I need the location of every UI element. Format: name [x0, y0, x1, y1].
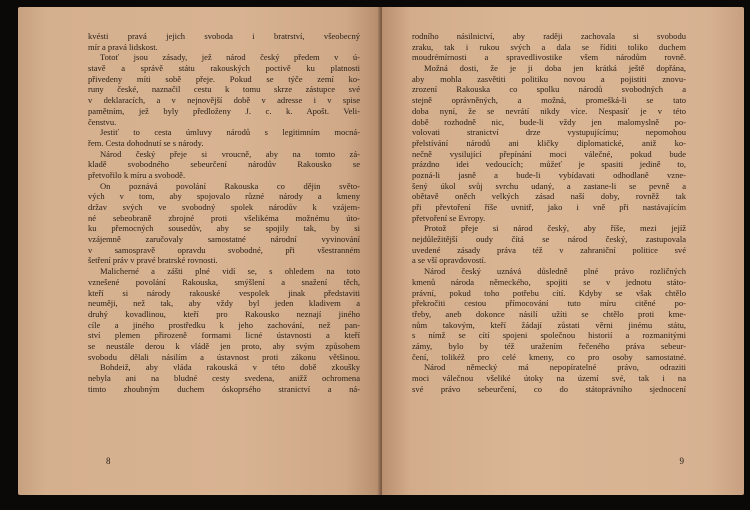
- text-line: Národ německý má nepopíratelné právo, odraziti: [424, 362, 686, 373]
- text-line: přivedeny míti sobě přeje. Pokud se týče zemí ko-: [88, 73, 360, 84]
- text-line: vznešené povolání Rakouska, smýšlení a snažení těch,: [88, 276, 360, 287]
- text-line: On poznává povolání Rakouska co dějin světo-: [100, 180, 360, 191]
- text-line: v deklaracích, a v nejnovější době v adresse i v spise: [88, 95, 360, 106]
- text-line: ku přemocných sousedův, aby se spojily tak, by si: [88, 223, 360, 234]
- right-page: [382, 7, 744, 495]
- text-line: v samospravě opravdu svobodné, při všestranném: [88, 244, 360, 255]
- text-line: pozná-li jasně a bude-li vybídavati odhodlaně vzne-: [412, 169, 686, 180]
- text-line: kladě svobodného sebeurčení národův Rakousko se: [88, 159, 360, 170]
- text-line: nečně vysilující přepínání moci válečné, pokud bude: [412, 148, 686, 159]
- right-page-text: [412, 31, 686, 394]
- text-line: ství plemen přirozeně formami licné ústavnosti a kteří: [88, 330, 360, 341]
- text-line: kmenů národa německého, spojiti se v jednotu státo-: [412, 276, 686, 287]
- text-line: překročiti cestou přímocování tuto míru citěné po-: [412, 298, 686, 309]
- text-line: uvedené zásady práva též v zahraniční politice své: [412, 244, 686, 255]
- text-line: třeby, aneb dokonce násilí užíti se chtělo proti kme-: [412, 308, 686, 319]
- text-line: moudrémírnosti a spravedlivostike všem národům rovně.: [412, 52, 686, 63]
- text-line: zrození Rakouska co spolku národů svobodných a: [412, 84, 686, 95]
- text-line: moci válečnou všeliké útoky na území své, tak i na: [412, 373, 686, 383]
- text-line: řem. Cesta dohodnutí se s národy.: [88, 137, 204, 148]
- text-line: né sebeobraně zbrojné proti všelikéma možnému úto-: [88, 212, 360, 223]
- text-line: runy české, naznačil cestu k tomu skrze zástupce své: [88, 84, 360, 95]
- text-line: doba nyní, že se nevrátí nikdy více. Nespasíť je v této: [412, 105, 686, 116]
- text-line: právní, pokud toho potřebu cítí. Kdyby se však chtělo: [412, 287, 686, 298]
- text-line: čenstvu.: [88, 116, 117, 127]
- text-line: Protož přeje si národ český, aby říše, mezi jejíž: [424, 223, 686, 234]
- text-line: přetvořilo k míru a svobodě.: [88, 169, 186, 180]
- text-line: nům takovým, kteří žádají zůstati věrni jinému státu,: [412, 319, 686, 330]
- text-line: pamětním, jež byly předloženy J. c. k. Apošt. Veli-: [88, 105, 360, 116]
- text-line: zámy, bylo by též uražením řečeného práva sebeur-: [412, 340, 686, 351]
- text-line: zraku, tak i rukou svých a dala se říditi toliko duchem: [412, 41, 686, 52]
- text-line: při převtoření říše uvnitř, jako i vně při nastávajícím: [412, 202, 686, 212]
- text-line: stejně oprávněných, a možná, promešká-li se tato: [412, 95, 686, 106]
- text-line: s nímž se cítí spojeni společnou historií a rozmanitými: [412, 330, 686, 341]
- text-line: Bohdeiž, aby vláda rakouská v této době zkoušky: [100, 362, 360, 373]
- text-line: a se vší opravdovostí.: [412, 255, 487, 266]
- text-line: držav svých ve svobodný spolek národův k vzájem-: [88, 202, 360, 212]
- text-line: kvésti pravá jejich svoboda i bratrství, všeobecný: [88, 31, 360, 41]
- left-page-text: [88, 31, 360, 394]
- text-line: své právo sebeurčení, co do státoprávního sjednocení: [412, 383, 686, 394]
- text-line: čení, tolikéž pro celé kmeny, co pro osoby samostatné.: [412, 351, 686, 362]
- text-line: nejdůležitější oudy čítá se národ český, zastupovala: [412, 234, 686, 245]
- text-line: přelstívání národů ani kličky diplomatické, aniž ko-: [412, 137, 686, 148]
- text-line: neuměji, než tak, aby vždy byl jeden kladivem a: [88, 298, 360, 309]
- text-line: stavě a správě státu rakouských poctivě ku platnosti: [88, 63, 360, 74]
- text-line: volovati stranictví drze vystupujícímu; nepomohou: [412, 127, 686, 138]
- text-line: rodního násilnictví, aby raději zachovala si svobodu: [412, 31, 686, 41]
- text-line: aby mohla zasvětiti politiku novou a pojistiti znovu-: [412, 73, 686, 84]
- text-line: vých v tom, aby spojovalo různé národy a kmeny: [88, 191, 360, 202]
- text-line: druhý kovadlinou, kteří pro Rakousko neznají jiného: [88, 308, 360, 319]
- text-line: Malicherné a zášti plné vidí se, s ohledem na toto: [100, 266, 360, 277]
- text-line: svobodu dělali násilím a ústavnost proti zákonu většinou.: [88, 351, 360, 362]
- text-line: Jestiť to cesta úmluvy národů s legitimním mocná-: [100, 127, 360, 138]
- text-line: Národ český uznává důsledně plné právo rozličných: [424, 266, 686, 277]
- left-page: [18, 7, 382, 495]
- text-line: kteří si národy rakouské vespolek jinak představiti: [88, 287, 360, 298]
- text-line: přetvoření se Evropy.: [412, 212, 486, 223]
- text-line: se neustále derou k vládě jen proto, aby svým způsobem: [88, 340, 360, 351]
- text-line: době rozhodně nic, bude-li vždy jen malomyslně po-: [412, 116, 686, 127]
- text-line: timto zhoubným duchem óskoprsého stranictví a ná-: [88, 383, 360, 394]
- text-line: Národ český přeje si vroucně, aby na tomto zá-: [100, 148, 360, 159]
- text-line: vzájemně zaručovaly samostatné národní vyvinování: [88, 234, 360, 245]
- text-line: šený úkol svůj svrchu udaný, a zastane-li se pevně a: [412, 180, 686, 191]
- left-page-number: 8: [106, 456, 111, 467]
- text-line: prázdno idei vedoucích; můžeť je spasiti jedině to,: [412, 159, 686, 170]
- text-line: Totoť jsou zásady, jež národ český předem v ú-: [100, 52, 360, 63]
- text-line: Možná dosti, že je ji doba jen krátká ještě dopřána,: [424, 63, 686, 74]
- text-line: mír a pravá lidskost.: [88, 41, 158, 52]
- text-line: obětavě oněch velkých zásad naší doby, rovněž tak: [412, 191, 686, 202]
- text-line: šetření práv v pravé bratrské rovnosti.: [88, 255, 218, 266]
- text-line: cíle a jiného prostředku k jeho zachování, než pan-: [88, 319, 360, 330]
- text-line: nebyla ani na bludné cesty svedena, anižž ochromena: [88, 373, 360, 383]
- right-page-number: 9: [679, 456, 684, 467]
